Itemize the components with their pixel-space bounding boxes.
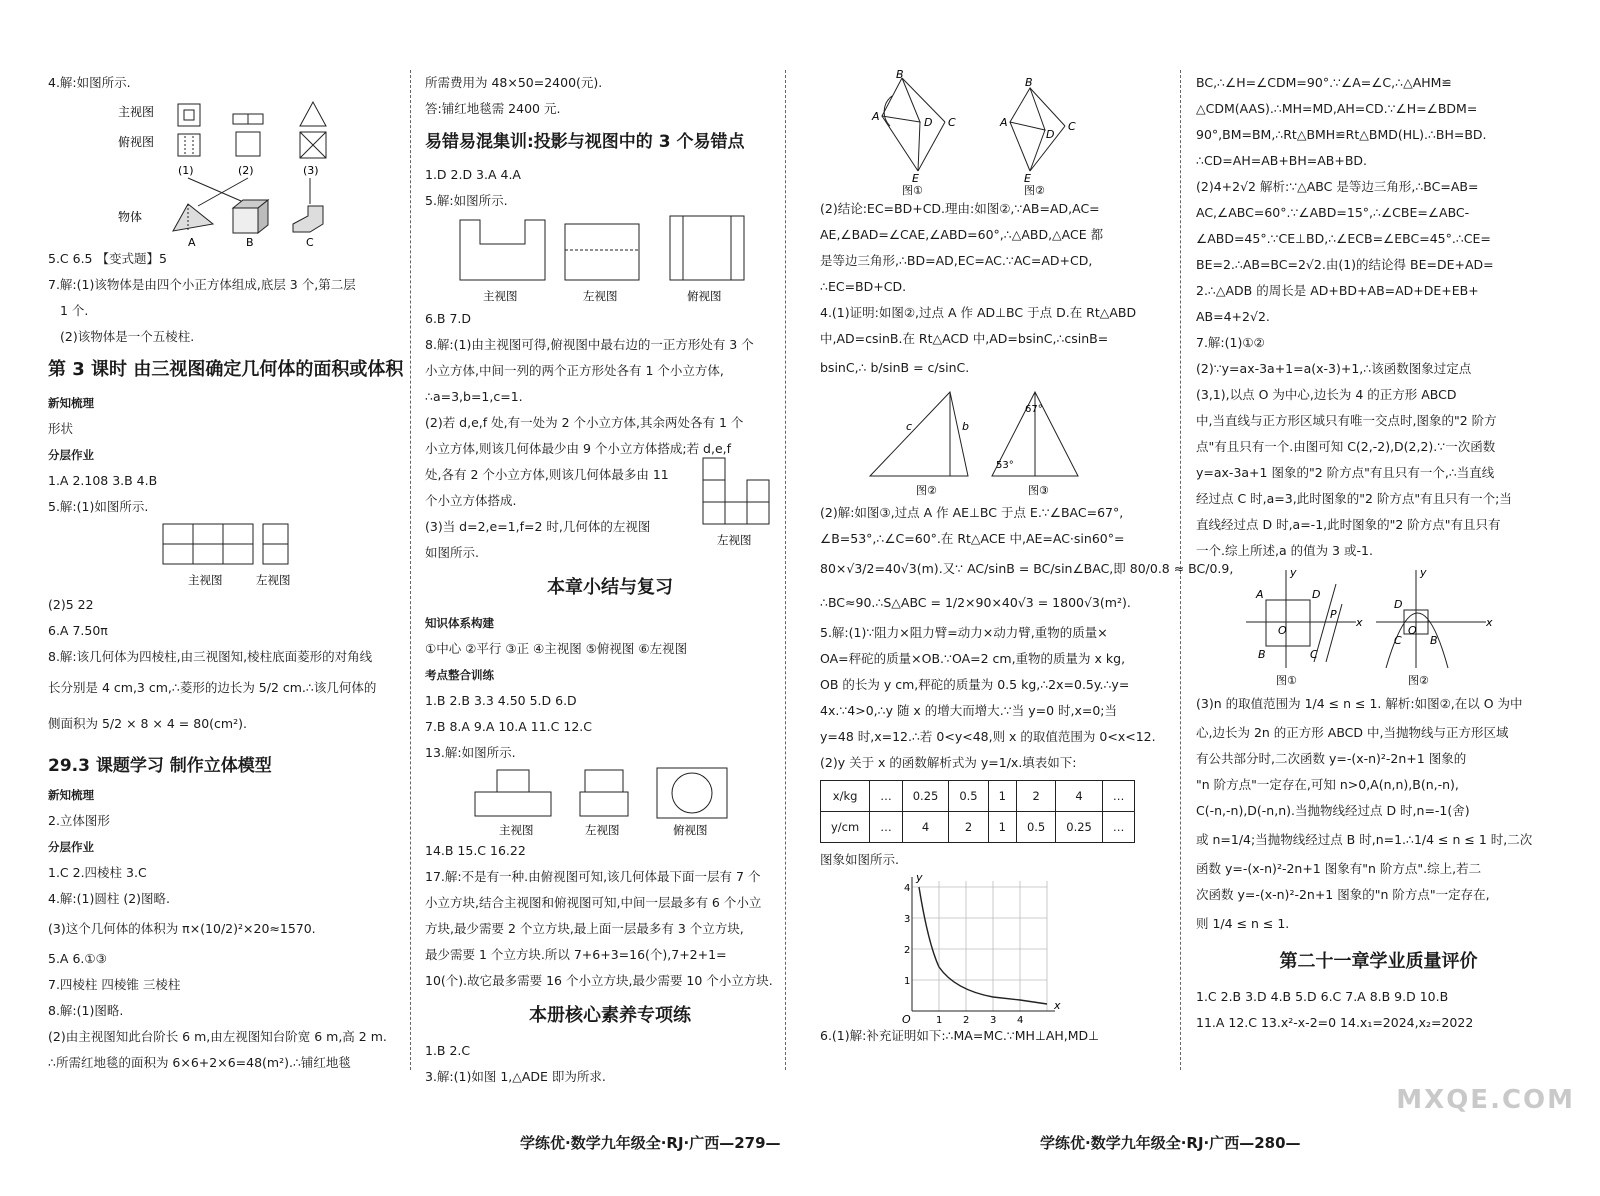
text-line: y=ax-3a+1 图象的"2 阶方点"有且只有一个,∴当直线 <box>1196 465 1495 480</box>
section-heading: 易错易混集训:投影与视图中的 3 个易错点 <box>425 132 745 152</box>
text-line: 长分别是 4 cm,3 cm,∴菱形的边长为 5/2 cm.∴该几何体的 <box>48 680 377 695</box>
section-heading: 本册核心素养专项练 <box>529 1005 691 1026</box>
table-cell: 4 <box>1056 781 1103 812</box>
tick-x3: 3 <box>990 1015 997 1026</box>
triangle-svg <box>820 384 1170 500</box>
top-view-caption: 俯视图 <box>687 289 722 303</box>
pt-b: B <box>896 68 904 81</box>
text-line: (2)∵y=ax-3a+1=a(x-3)+1,∴该函数图象过定点 <box>1196 361 1472 376</box>
three-views-svg <box>425 214 795 306</box>
pt-d2: D <box>1046 128 1055 141</box>
table-cell: 0.5 <box>1016 812 1055 843</box>
function-graph-svg <box>820 871 1170 1026</box>
text-line: 所需费用为 48×50=2400(元). <box>425 75 603 90</box>
text-line: 5.解:(1)∵阻力×阻力臂=动力×动力臂,重物的质量× <box>820 625 1108 640</box>
text-line: 1 个. <box>60 303 89 318</box>
text-line: 4.解:如图所示. <box>48 75 131 90</box>
text-line: 形状 <box>48 421 74 436</box>
text-line: bsinC,∴ b/sinB = c/sinC. <box>820 360 970 375</box>
table-cell: 1 <box>988 812 1016 843</box>
text-line: 2.立体图形 <box>48 813 110 828</box>
text-line: 是等边三角形,∴BD=AD,EC=AC.∵AC=AD+CD, <box>820 253 1093 268</box>
object-label: 物体 <box>118 210 143 224</box>
left-view-caption: 左视图 <box>256 573 291 587</box>
caption-fig2: 图② <box>1024 184 1045 197</box>
text-line: ∴CD=AH=AB+BH=AB+BD. <box>1196 153 1368 168</box>
column-2 <box>425 70 795 1090</box>
text-line: BE=2.∴AB=BC=2√2.由(1)的结论得 BE=DE+AD= <box>1196 257 1494 272</box>
text-line: 17.解:不是有一种.由俯视图可知,该几何体最下面一层有 7 个 <box>425 869 761 884</box>
pt-a: A <box>1256 588 1264 601</box>
text-line: (2)y 关于 x 的函数解析式为 y=1/x.填表如下: <box>820 755 1077 770</box>
text-line: (3)n 的取值范围为 1/4 ≤ n ≤ 1. 解析:如图②,在以 O 为中 <box>1196 696 1523 711</box>
text-line: ∴EC=BD+CD. <box>820 279 907 294</box>
pt-c: C <box>1310 648 1318 661</box>
front-view-caption: 主视图 <box>188 573 223 587</box>
tick-x4: 4 <box>1017 1015 1024 1026</box>
table-cell: 2 <box>949 812 988 843</box>
text-line: 图象如图所示. <box>820 852 899 867</box>
num-2: (2) <box>238 164 254 177</box>
text-line: 8.解:(1)图略. <box>48 1003 124 1018</box>
three-views-figure-2 <box>425 766 795 838</box>
tick-x1: 1 <box>936 1015 943 1026</box>
left-view-caption: 左视图 <box>585 823 620 837</box>
left-view-caption: 左视图 <box>583 289 618 303</box>
subsection-label: 考点整合训练 <box>425 668 494 682</box>
text-line: ∴BC≈90.∴S△ABC = 1/2×90×40√3 = 1800√3(m²). <box>820 595 1131 610</box>
function-graph <box>820 871 1170 1026</box>
table-cell: 0.5 <box>949 781 988 812</box>
num-1: (1) <box>178 164 194 177</box>
axis-x: x <box>1356 616 1363 629</box>
text-line: (3)当 d=2,e=1,f=2 时,几何体的左视图 <box>425 519 651 534</box>
text-line: 直线经过点 D 时,a=-1,此时图象的"2 阶方点"有且只有 <box>1196 517 1501 532</box>
text-line: y=48 时,x=12.∴若 0<y<48,则 x 的取值范围为 0<x<12. <box>820 729 1156 744</box>
text-line: 1.B 2.B 3.3 4.50 5.D 6.D <box>425 693 577 708</box>
text-line: 1.D 2.D 3.A 4.A <box>425 167 521 182</box>
caption-fig2b: 图② <box>916 484 937 497</box>
text-line: 最少需要 1 个立方块.所以 7+6+3=16(个),7+2+1= <box>425 947 727 962</box>
tick-y3: 3 <box>904 914 911 925</box>
axis-y: y <box>1290 566 1297 579</box>
text-line: 8.解:(1)由主视图可得,俯视图中最右边的一正方形处有 3 个 <box>425 337 754 352</box>
text-line: "n 阶方点"一定存在,可知 n>0,A(n,n),B(n,-n), <box>1196 777 1459 792</box>
text-line: 函数 y=-(x-n)²-2n+1 图象有"n 阶方点".综上,若二 <box>1196 861 1482 876</box>
text-line: 10(个).故它最多需要 16 个小立方块,最少需要 10 个小立方块. <box>425 973 773 988</box>
caption-fig2: 图② <box>1408 674 1429 687</box>
pt-e: E <box>912 172 919 185</box>
label-c: C <box>306 236 314 249</box>
section-heading: 第二十一章学业质量评价 <box>1279 951 1478 972</box>
table-row <box>821 781 1135 812</box>
pt-c2: C <box>1068 120 1076 133</box>
watermark-logo: MXQE.COM <box>1396 1085 1575 1115</box>
front-view-caption: 主视图 <box>499 823 534 837</box>
pt-e2: E <box>1024 172 1031 185</box>
tick-y4: 4 <box>904 883 911 894</box>
text-line: ①中心 ②平行 ③正 ④主视图 ⑤俯视图 ⑥左视图 <box>425 641 688 656</box>
pt-c2: C <box>1394 634 1402 647</box>
text-line: OB 的长为 y cm,秤砣的质量为 0.5 kg,∴2x=0.5y.∴y= <box>820 677 1130 692</box>
text-line: 答:铺红地毯需 2400 元. <box>425 101 561 116</box>
text-line: (2)4+2√2 解析:∵△ABC 是等边三角形,∴BC=AB= <box>1196 179 1479 194</box>
pt-a2: A <box>1000 116 1008 129</box>
top-view-caption: 俯视图 <box>673 823 708 837</box>
text-line: 2.∴△ADB 的周长是 AD+BD+AB=AD+DE+EB+ <box>1196 283 1479 298</box>
text-line: 心,边长为 2n 的正方形 ABCD 中,当抛物线与正方形区域 <box>1196 725 1509 740</box>
text-line: AE,∠BAD=∠CAE,∠ABD=60°,∴△ABD,△ACE 都 <box>820 227 1104 242</box>
subsection-label: 新知梳理 <box>48 788 94 802</box>
text-line: (2)结论:EC=BD+CD.理由:如图②,∵AB=AD,AC= <box>820 201 1100 216</box>
subsection-label: 分层作业 <box>48 448 94 462</box>
table-cell: 1 <box>988 781 1016 812</box>
text-line: 中,AD=csinB.在 Rt△ACD 中,AD=bsinC,∴csinB= <box>820 331 1109 346</box>
text-line: 6.(1)解:补充证明如下:∴MA=MC.∵MH⊥AH,MD⊥ <box>820 1028 1100 1043</box>
text-line: AC,∠ABC=60°.∵∠ABD=15°,∴∠CBE=∠ABC- <box>1196 205 1470 220</box>
three-view-matching-svg <box>48 96 388 249</box>
text-line: 个小立方体搭成. <box>425 493 517 508</box>
top-view-label: 俯视图 <box>118 135 155 149</box>
text-line: 小立方体,中间一列的两个正方形处各有 1 个小立方体, <box>425 363 724 378</box>
text-line: 一个.综上所述,a 的值为 3 或-1. <box>1196 543 1373 558</box>
text-line: 5.解:(1)如图所示. <box>48 499 149 514</box>
text-line: BC,∴∠H=∠CDM=90°.∵∠A=∠C,∴△AHM≌ <box>1196 75 1452 90</box>
text-line: △CDM(AAS).∴MH=MD,AH=CD.∵∠H=∠BDM= <box>1196 101 1478 116</box>
page-footer-right: 学练优·数学九年级全·RJ·广西—280— <box>1040 1134 1301 1152</box>
tick-x2: 2 <box>963 1015 970 1026</box>
geometry-svg-1 <box>820 66 1170 196</box>
text-line: 7.解:(1)①② <box>1196 335 1265 350</box>
text-line: 方块,最少需要 2 个立方块,最上面一层最多有 3 个立方块, <box>425 921 744 936</box>
text-line: ∠ABD=45°.∵CE⊥BD,∴∠ECB=∠EBC=45°.∴CE= <box>1196 231 1491 246</box>
text-line: 7.B 8.A 9.A 10.A 11.C 12.C <box>425 719 592 734</box>
section-heading: 本章小结与复习 <box>547 577 673 598</box>
pt-d: D <box>924 116 933 129</box>
text-line: 6.B 7.D <box>425 311 472 326</box>
subsection-label: 分层作业 <box>48 840 94 854</box>
table-cell: 0.25 <box>1056 812 1103 843</box>
angle-67: 67° <box>1025 404 1043 415</box>
text-line: 5.A 6.①③ <box>48 951 107 966</box>
side-c: c <box>906 420 913 433</box>
table-cell: … <box>1102 781 1135 812</box>
text-line: 1.A 2.108 3.B 4.B <box>48 473 158 488</box>
text-line: ∠B=53°,∴∠C=60°.在 Rt△ACE 中,AE=AC·sin60°= <box>820 531 1125 546</box>
axis-y2: y <box>1420 566 1427 579</box>
text-line: ∴所需红地毯的面积为 6×6+2×6=48(m²).∴铺红地毯 <box>48 1055 351 1070</box>
text-line: 侧面积为 5/2 × 8 × 4 = 80(cm²). <box>48 716 247 731</box>
divider-1 <box>410 70 411 1070</box>
text-line: 7.四棱柱 四棱锥 三棱柱 <box>48 977 181 992</box>
pt-b2: B <box>1430 634 1438 647</box>
front-view-label: 主视图 <box>118 105 155 119</box>
num-3: (3) <box>303 164 319 177</box>
pt-d2: D <box>1394 598 1403 611</box>
views-svg <box>48 520 388 592</box>
pt-a: A <box>872 110 880 123</box>
label-a: A <box>188 236 196 249</box>
table-cell: 0.25 <box>902 781 949 812</box>
pt-d: D <box>1312 588 1321 601</box>
geometry-figure-1 <box>820 66 1170 196</box>
text-line: 4.(1)证明:如图②,过点 A 作 AD⊥BC 于点 D.在 Rt△ABD <box>820 305 1137 320</box>
axis-x: x <box>1054 999 1061 1012</box>
three-views-figure <box>425 214 795 306</box>
column-4 <box>1196 70 1561 1036</box>
text-line: OA=秤砣的质量×OB.∵OA=2 cm,重物的质量为 x kg, <box>820 651 1126 666</box>
label-b: B <box>246 236 254 249</box>
axis-y: y <box>916 871 923 884</box>
page-footer-left: 学练优·数学九年级全·RJ·广西—279— <box>520 1134 781 1152</box>
text-line: 点"有且只有一个.由图可知 C(2,-2),D(2,2).∵一次函数 <box>1196 439 1496 454</box>
text-line: 7.解:(1)该物体是由四个小正方体组成,底层 3 个,第二层 <box>48 277 356 292</box>
table-cell: 2 <box>1016 781 1055 812</box>
text-line: 11.A 12.C 13.x²-x-2=0 14.x₁=2024,x₂=2022 <box>1196 1015 1474 1030</box>
text-line: 如图所示. <box>425 545 479 560</box>
text-line: 有公共部分时,二次函数 y=-(x-n)²-2n+1 图象的 <box>1196 751 1467 766</box>
table-cell: y/cm <box>821 812 870 843</box>
pt-o2: O <box>1408 624 1417 637</box>
table-cell: x/kg <box>821 781 870 812</box>
three-view-matching-figure <box>48 96 403 249</box>
tick-y1: 1 <box>904 976 911 987</box>
text-line: (2)解:如图③,过点 A 作 AE⊥BC 于点 E.∵∠BAC=67°, <box>820 505 1124 520</box>
caption-fig1: 图① <box>1276 674 1297 687</box>
axis-x2: x <box>1486 616 1493 629</box>
text-line: 4.解:(1)圆柱 (2)图略. <box>48 891 170 906</box>
side-b: b <box>962 420 969 433</box>
front-view-caption: 主视图 <box>483 289 518 303</box>
tick-y2: 2 <box>904 945 911 956</box>
text-line: 6.A 7.50π <box>48 623 108 638</box>
text-line: C(-n,-n),D(-n,n).当抛物线经过点 D 时,n=-1(舍) <box>1196 803 1470 818</box>
section-heading: 第 3 课时 由三视图确定几何体的面积或体积 <box>48 359 404 380</box>
table-cell: … <box>870 781 903 812</box>
text-line: 4x.∵4>0,∴y 随 x 的增大而增大.∵当 y=0 时,x=0;当 <box>820 703 1118 718</box>
text-line: (2)5 22 <box>48 597 94 612</box>
text-line: 经过点 C 时,a=3,此时图象的"2 阶方点"有且只有一个;当 <box>1196 491 1512 506</box>
three-views-svg-2 <box>425 766 795 838</box>
text-line: 或 n=1/4;当抛物线经过点 B 时,n=1.∴1/4 ≤ n ≤ 1 时,二次 <box>1196 832 1533 847</box>
text-line: (3)这个几何体的体积为 π×(10/2)²×20≈1570. <box>48 921 316 936</box>
section-heading: 29.3 课题学习 制作立体模型 <box>48 756 272 776</box>
origin: O <box>902 1013 911 1026</box>
coordinate-figures <box>1196 564 1561 688</box>
table-cell: … <box>1102 812 1135 843</box>
pt-o: O <box>1278 624 1287 637</box>
text-line: 90°,BM=BM,∴Rt△BMH≌Rt△BMD(HL).∴BH=BD. <box>1196 127 1487 142</box>
text-line: 1.C 2.B 3.D 4.B 5.D 6.C 7.A 8.B 9.D 10.B <box>1196 989 1449 1004</box>
pt-b: B <box>1258 648 1266 661</box>
text-line: (2)若 d,e,f 处,有一处为 2 个小立方体,其余两处各有 1 个 <box>425 415 744 430</box>
text-line: 小立方体,则该几何体最少由 9 个小立方体搭成;若 d,e,f <box>425 441 732 456</box>
text-line: 处,各有 2 个小立方体,则该几何体最多由 11 <box>425 467 669 482</box>
value-table <box>820 780 1135 843</box>
text-line: (2)由主视图知此台阶长 6 m,由左视图知台阶宽 6 m,高 2 m. <box>48 1029 387 1044</box>
text-line: AB=4+2√2. <box>1196 309 1270 324</box>
column-1 <box>48 70 403 1076</box>
left-view-svg <box>695 454 785 554</box>
text-with-figure <box>425 436 795 566</box>
views-figure <box>48 520 403 592</box>
table-cell: … <box>870 812 903 843</box>
text-line: 中,当直线与正方形区域只有唯一交点时,图象的"2 阶方 <box>1196 413 1497 428</box>
subsection-label: 新知梳理 <box>48 396 94 410</box>
coordinate-svg <box>1196 564 1561 688</box>
text-line: 5.C 6.5 【变式题】5 <box>48 251 167 266</box>
triangle-figures <box>820 384 1170 500</box>
text-line: (2)该物体是一个五棱柱. <box>60 329 195 344</box>
pt-c: C <box>948 116 956 129</box>
text-line: 1.C 2.四棱柱 3.C <box>48 865 147 880</box>
text-line: 1.B 2.C <box>425 1043 471 1058</box>
text-line: 8.解:该几何体为四棱柱,由三视图知,棱柱底面菱形的对角线 <box>48 649 373 664</box>
pt-b2: B <box>1025 76 1033 89</box>
text-line: 次函数 y=-(x-n)²-2n+1 图象的"n 阶方点"一定存在, <box>1196 887 1490 902</box>
text-line: 14.B 15.C 16.22 <box>425 843 526 858</box>
table-row <box>821 812 1135 843</box>
text-line: (3,1),以点 O 为中心,边长为 4 的正方形 ABCD <box>1196 387 1457 402</box>
text-line: 则 1/4 ≤ n ≤ 1. <box>1196 916 1290 931</box>
pt-p: P <box>1330 608 1337 621</box>
subsection-label: 知识体系构建 <box>425 616 494 630</box>
text-line: 13.解:如图所示. <box>425 745 516 760</box>
table-cell: 4 <box>902 812 949 843</box>
text-line: 小立方块,结合主视图和俯视图可知,中间一层最多有 6 个小立 <box>425 895 762 910</box>
text-line: ∴a=3,b=1,c=1. <box>425 389 523 404</box>
text-line: 3.解:(1)如图 1,△ADE 即为所求. <box>425 1069 606 1084</box>
text-line: 5.解:如图所示. <box>425 193 508 208</box>
text-line: 80×√3/2=40√3(m).又∵ AC/sinB = BC/sin∠BAC,即 80/0.8 ≈ BC/0.9, <box>820 561 1234 576</box>
caption-fig1: 图① <box>902 184 923 197</box>
caption-fig3: 图③ <box>1028 484 1049 497</box>
angle-53: 53° <box>996 460 1014 471</box>
left-view-caption: 左视图 <box>717 533 752 547</box>
